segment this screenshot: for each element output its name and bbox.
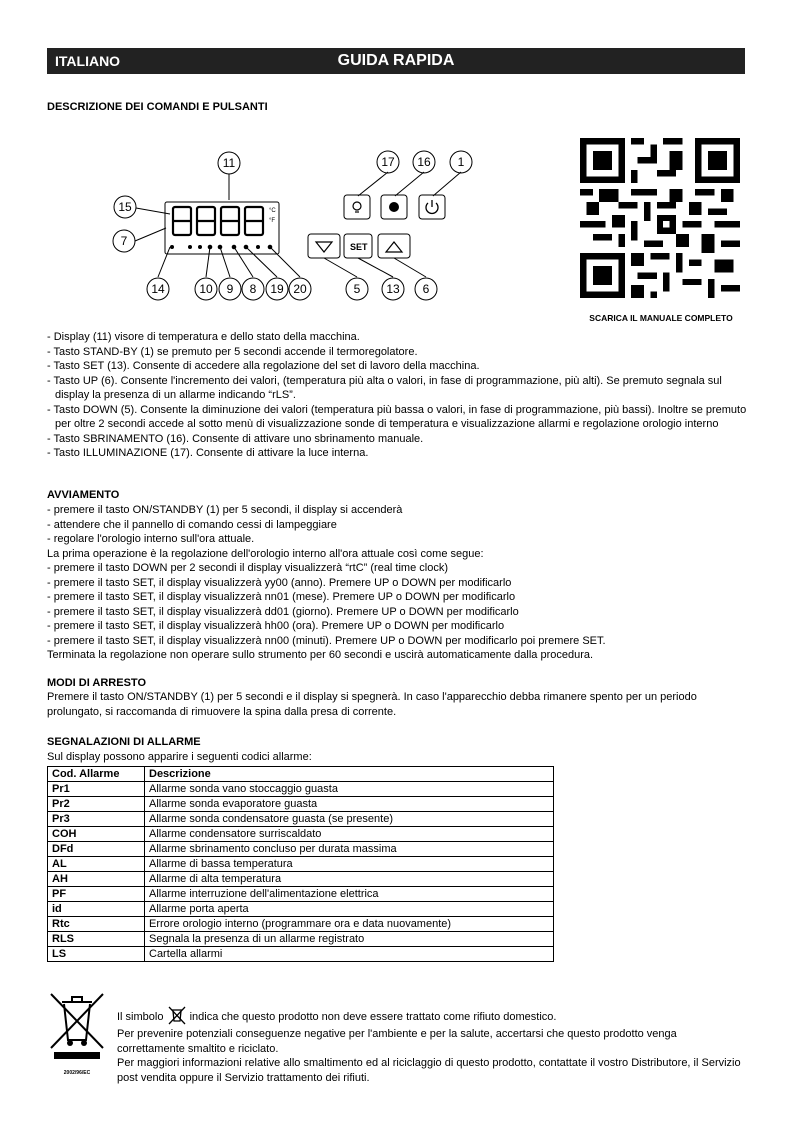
list-item: - Display (11) visore di temperatura e dello stato della macchina. [47,331,360,343]
list-item: - regolare l'orologio interno sull'ora attuale. [47,533,255,545]
alarms-table [47,766,554,962]
callout-1: 1 [457,155,465,169]
list-item: - attendere che il pannello di comando cessi di lampeggiare [47,518,337,531]
callout-6: 6 [422,282,430,296]
weee-notice [117,1005,747,1085]
status-icon-row [170,245,272,250]
shutdown-heading: MODI DI ARRESTO [47,677,147,689]
table-row [48,917,554,932]
startup-heading: AVVIAMENTO [47,489,120,501]
list-item: - Tasto UP (6). Consente l'incremento dei valori, (temperatura più alta o valori, in fase di programmazione, più alti). Se premuto segnala sul display la presenza di un allarme indicando “rLS”. [47,374,722,401]
alarm-code: AH [48,872,145,887]
list-item: Terminata la regolazione non operare sullo strumento per 60 secondi e uscirà automaticamente dalla procedura. [47,649,594,661]
alarm-code: PF [48,887,145,902]
alarms-intro: Sul display possono apparire i seguenti codici allarme: [47,751,312,763]
table-row [48,827,554,842]
list-item: - premere il tasto SET, il display visualizzerà nn01 (mese). Premere UP o DOWN per modificarlo [47,591,516,603]
up-arrow-icon [386,242,402,252]
table-header-row [48,767,554,782]
alarm-description: Allarme di bassa temperatura [145,857,554,872]
table-row [48,872,554,887]
table-row [48,947,554,962]
alarm-code: Pr2 [48,797,145,812]
list-item: - premere il tasto SET, il display visualizzerà dd01 (giorno). Premere UP o DOWN per modificarlo [47,605,519,618]
list-item: - premere il tasto DOWN per 2 secondi il display visualizzerà “rtC” (real time clock) [47,562,448,574]
alarms-heading: SEGNALAZIONI DI ALLARME [47,736,201,748]
alarm-description: Allarme interruzione dell'alimentazione elettrica [145,887,554,902]
controls-list [47,330,747,461]
weee-small-icon [167,1005,187,1027]
alarm-description: Segnala la presenza di un allarme registrato [145,932,554,947]
callout-17: 17 [381,155,395,169]
light-icon [353,202,361,212]
callout-8: 8 [249,282,257,296]
weee-line-1-start: Il simbolo [117,1011,164,1023]
alarm-description: Allarme di alta temperatura [145,872,554,887]
column-header-code: Cod. Allarme [48,767,145,782]
weee-bin-icon [48,988,106,1078]
alarm-description: Allarme sonda vano stoccaggio guasta [145,782,554,797]
list-item: - premere il tasto ON/STANDBY (1) per 5 secondi, il display si accenderà [47,504,403,516]
table-row [48,902,554,917]
list-item: - Tasto DOWN (5). Consente la diminuzione dei valori (temperatura più bassa o valori, in fase di programmazione, più bassi). Inoltre se premuto per oltre 2 secondi accede al sotto menù di visualizzazione sonde di temperatura e visualizzazione allarmi e regolazione orologio interno [47,403,747,430]
table-row [48,932,554,947]
weee-paragraph-2: Per prevenire potenziali conseguenze negative per l'ambiente e per la salute, accertarsi che questo prodotto venga correttamente smaltito e riciclato. [117,1028,677,1055]
list-item: - Tasto SBRINAMENTO (16). Consente di attivare uno sbrinamento manuale. [47,432,424,445]
list-item: - Tasto SET (13). Consente di accedere alla regolazione del set di lavoro della macchina. [47,360,480,372]
callout-19: 19 [270,282,284,296]
defrost-icon [389,202,399,212]
startup-list [47,503,747,663]
unit-celsius: °C [269,208,276,214]
callout-16: 16 [417,155,431,169]
alarm-code: RLS [48,932,145,947]
column-header-description: Descrizione [145,767,554,782]
controller-diagram [100,150,480,302]
callout-15: 15 [118,200,132,214]
qr-caption: SCARICA IL MANUALE COMPLETO [589,313,733,323]
callout-11: 11 [222,156,236,170]
table-row [48,842,554,857]
alarm-code: Pr1 [48,782,145,797]
alarm-code: Rtc [48,917,145,932]
alarm-description: Allarme sbrinamento concluso per durata massima [145,842,554,857]
callout-10: 10 [199,282,213,296]
table-row [48,812,554,827]
alarm-code: DFd [48,842,145,857]
callout-7: 7 [120,234,128,248]
seven-segment-display [173,207,263,235]
list-item: - premere il tasto SET, il display visualizzerà nn00 (minuti). Premere UP o DOWN per modificarlo poi premere SET. [47,634,606,647]
alarm-description: Allarme porta aperta [145,902,554,917]
alarm-code: COH [48,827,145,842]
alarm-description: Allarme condensatore surriscaldato [145,827,554,842]
power-icon [426,200,438,213]
callout-5: 5 [353,282,361,296]
table-row [48,782,554,797]
alarm-code: id [48,902,145,917]
callout-9: 9 [226,282,234,296]
alarm-code: LS [48,947,145,962]
list-item: - Tasto ILLUMINAZIONE (17). Consente di attivare la luce interna. [47,447,369,459]
callout-14: 14 [151,282,165,296]
controls-heading: DESCRIZIONE DEI COMANDI E PULSANTI [47,101,268,113]
unit-fahrenheit: °F [269,218,276,224]
alarm-description: Errore orologio interno (programmare ora e data nuovamente) [145,917,554,932]
alarm-code: AL [48,857,145,872]
alarm-code: Pr3 [48,812,145,827]
list-item: - premere il tasto SET, il display visualizzerà yy00 (anno). Premere UP o DOWN per modificarlo [47,576,512,589]
alarm-description: Allarme sonda evaporatore guasta [145,797,554,812]
weee-line-1 [117,1005,747,1027]
set-button-label: SET [350,242,368,252]
down-arrow-icon [316,242,332,252]
callout-20: 20 [293,282,307,296]
weee-directive-caption: 2002/96/EC [63,1070,91,1076]
list-item: La prima operazione è la regolazione dell'orologio interno all'ora attuale così come segue: [47,547,484,560]
list-item: - premere il tasto SET, il display visualizzerà hh00 (ora). Premere UP o DOWN per modificarlo [47,620,505,632]
weee-paragraph-3: Per maggiori informazioni relative allo smaltimento ed al riciclaggio di questo prodotto, contattate il vostro Distributore, il Servizio post vendita oppure il Servizio trattamento dei rifiuti. [117,1057,741,1084]
table-row [48,887,554,902]
weee-line-1-end: indica che questo prodotto non deve essere trattato come rifiuto domestico. [189,1011,557,1023]
shutdown-text: Premere il tasto ON/STANDBY (1) per 5 secondi e il display si spegnerà. In caso l'apparecchio debba rimanere spento per un periodo prolungato, si raccomanda di rimuovere la spina dalla presa di corrente. [47,691,697,718]
list-item: - Tasto STAND-BY (1) se premuto per 5 secondi accende il termoregolatore. [47,345,418,358]
alarm-description: Allarme sonda condensatore guasta (se presente) [145,812,554,827]
page-title: GUIDA RAPIDA [337,52,455,69]
alarm-description: Cartella allarmi [145,947,554,962]
header-bar [47,48,745,74]
table-row [48,857,554,872]
callout-13: 13 [386,282,400,296]
table-row [48,797,554,812]
language-label: ITALIANO [55,53,121,69]
qr-code[interactable] [580,138,740,298]
